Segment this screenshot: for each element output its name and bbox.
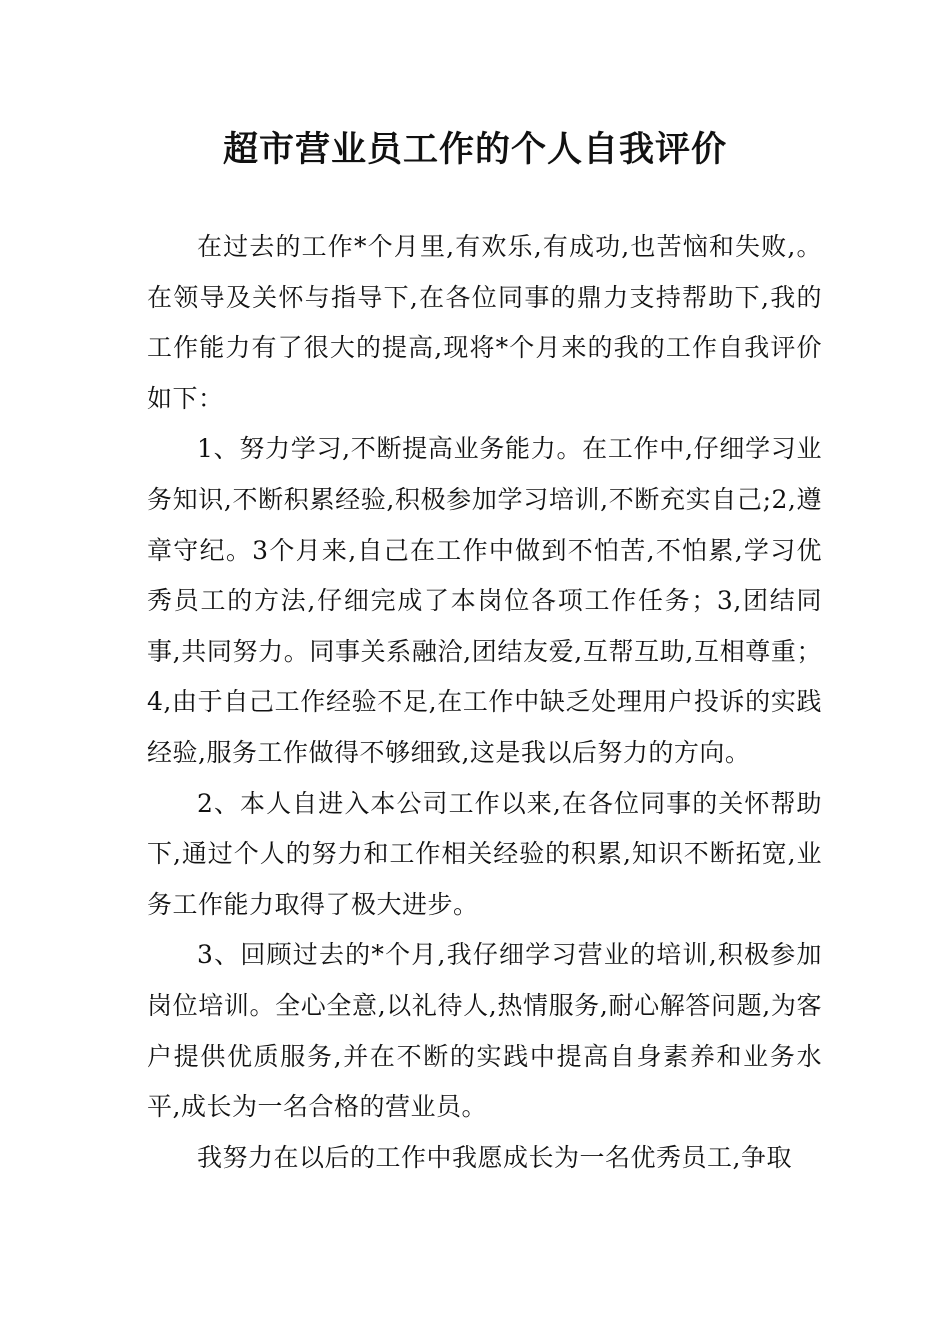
paragraph-closing: 我努力在以后的工作中我愿成长为一名优秀员工,争取: [197, 1142, 792, 1172]
paragraph-intro: 在过去的工作*个月里,有欢乐,有成功,也苦恼和失败,。在领导及关怀与指导下,在各位同事的鼎力支持帮助下,我的工作能力有了很大的提高,现将*个月来的我的工作自我评价如下：: [147, 232, 822, 413]
document-body: [147, 222, 822, 1183]
document-title: 超市营业员工作的个人自我评价: [222, 130, 727, 170]
paragraph-item-2: 2、本人自进入本公司工作以来,在各位同事的关怀帮助下,通过个人的努力和工作相关经验的积累,知识不断拓宽,业务工作能力取得了极大进步。: [147, 788, 822, 919]
paragraph-item-3: 3、回顾过去的*个月,我仔细学习营业的培训,积极参加岗位培训。全心全意,以礼待人,热情服务,耐心解答问题,为客户提供优质服务,并在不断的实践中提高自身素养和业务水平,成长为一名合格的营业员。: [147, 940, 822, 1122]
paragraph-item-1: 1、努力学习,不断提高业务能力。在工作中,仔细学习业务知识,不断积累经验,积极参加学习培训,不断充实自己;2,遵章守纪。3个月来,自己在工作中做到不怕苦,不怕累,学习优秀员工的方法,仔细完成了本岗位各项工作任务；3,团结同事,共同努力。同事关系融洽,团结友爱,互帮互助,互相尊重；4,由于自己工作经验不足,在工作中缺乏处理用户投诉的实践经验,服务工作做得不够细致,这是我以后努力的方向。: [147, 434, 822, 767]
